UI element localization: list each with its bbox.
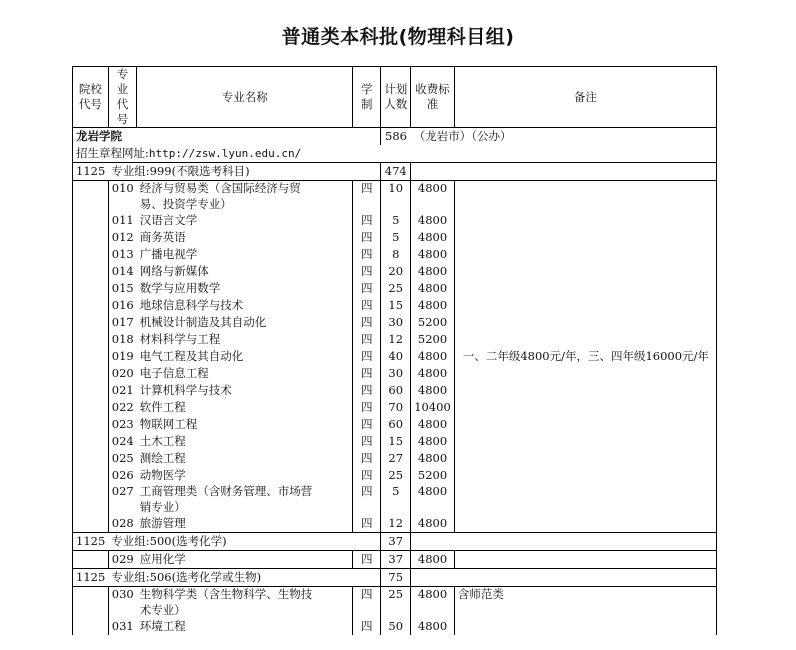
major-length: 四	[353, 416, 381, 433]
major-fee: 4800	[411, 551, 455, 569]
major-fee: 4800	[411, 263, 455, 280]
header-major-code: 专业代号	[108, 67, 136, 128]
major-note: 含师范类	[454, 587, 716, 619]
header-note: 备注	[454, 67, 716, 128]
major-code: 011	[108, 212, 136, 229]
major-plan: 12	[381, 331, 411, 348]
major-code: 015	[108, 280, 136, 297]
major-length: 四	[353, 450, 381, 467]
major-length: 四	[353, 181, 381, 213]
major-fee: 4800	[411, 229, 455, 246]
major-code: 029	[108, 551, 136, 569]
header-plan: 计划人数	[381, 67, 411, 128]
major-code: 027	[108, 484, 136, 515]
group-note: 一、二年级4800元/年，三、四年级16000元/年	[454, 181, 716, 533]
major-code: 012	[108, 229, 136, 246]
group-plan: 75	[381, 569, 411, 587]
major-length: 四	[353, 297, 381, 314]
major-code: 031	[108, 618, 136, 635]
major-name: 物联网工程	[139, 417, 198, 431]
major-fee: 5200	[411, 331, 455, 348]
major-length: 四	[353, 365, 381, 382]
major-code: 030	[108, 587, 136, 619]
major-fee: 4800	[411, 416, 455, 433]
major-plan: 30	[381, 314, 411, 331]
major-length: 四	[353, 433, 381, 450]
major-name: 商务英语	[139, 230, 186, 244]
major-fee: 4800	[411, 280, 455, 297]
college-site-url: http://zsw.lyun.edu.cn/	[148, 147, 302, 160]
major-fee: 4800	[411, 484, 455, 515]
major-fee: 4800	[411, 433, 455, 450]
college-row	[73, 128, 717, 146]
major-name: 测绘工程	[139, 451, 186, 465]
major-length: 四	[353, 399, 381, 416]
major-plan: 30	[381, 365, 411, 382]
major-length: 四	[353, 229, 381, 246]
major-fee: 4800	[411, 212, 455, 229]
major-plan: 5	[381, 229, 411, 246]
major-plan: 60	[381, 416, 411, 433]
group-label: 专业组:500(选考化学)	[108, 533, 380, 551]
college-info: （龙岩市）（公办）	[411, 128, 717, 146]
major-plan: 8	[381, 246, 411, 263]
major-name: 数学与应用数学	[139, 281, 221, 295]
major-name: 环境工程	[139, 619, 186, 633]
major-length: 四	[353, 348, 381, 365]
major-code: 020	[108, 365, 136, 382]
group-row	[73, 533, 717, 551]
group-plan: 474	[381, 163, 411, 181]
major-plan: 5	[381, 484, 411, 515]
major-name: 工商管理类（含财务管理、市场营 销专业）	[139, 484, 313, 514]
header-fee: 收费标准	[411, 67, 455, 128]
major-fee: 5200	[411, 314, 455, 331]
major-row	[73, 181, 717, 213]
major-name: 旅游管理	[139, 516, 186, 530]
major-fee: 4800	[411, 297, 455, 314]
major-code: 013	[108, 246, 136, 263]
major-plan: 25	[381, 467, 411, 484]
major-length: 四	[353, 484, 381, 515]
group-indent	[73, 181, 109, 533]
group-extra	[411, 163, 717, 181]
major-plan: 50	[381, 618, 411, 635]
major-row	[73, 551, 717, 569]
major-code: 023	[108, 416, 136, 433]
major-fee: 4800	[411, 181, 455, 213]
major-fee: 4800	[411, 382, 455, 399]
college-site	[73, 145, 717, 163]
group-extra	[411, 533, 717, 551]
major-plan: 15	[381, 297, 411, 314]
group-plan: 37	[381, 533, 411, 551]
major-note	[454, 618, 716, 635]
group-row	[73, 569, 717, 587]
major-plan: 37	[381, 551, 411, 569]
major-length: 四	[353, 263, 381, 280]
major-length: 四	[353, 618, 381, 635]
group-school-code: 1125	[73, 569, 109, 587]
major-name: 地球信息科学与技术	[139, 298, 244, 312]
group-label: 专业组:999(不限选考科目)	[108, 163, 380, 181]
admission-table	[72, 66, 717, 635]
major-length: 四	[353, 382, 381, 399]
major-row	[73, 587, 717, 619]
major-plan: 10	[381, 181, 411, 213]
major-name: 动物医学	[139, 468, 186, 482]
major-fee: 4800	[411, 246, 455, 263]
major-fee: 4800	[411, 515, 455, 533]
major-code: 021	[108, 382, 136, 399]
college-name: 龙岩学院	[73, 128, 381, 146]
major-fee: 4800	[411, 365, 455, 382]
major-plan: 15	[381, 433, 411, 450]
major-plan: 25	[381, 587, 411, 619]
major-length: 四	[353, 331, 381, 348]
header-length: 学制	[353, 67, 381, 128]
major-length: 四	[353, 314, 381, 331]
header-major-name: 专业名称	[137, 67, 353, 128]
major-name: 生物科学类（含生物科学、生物技 术专业）	[137, 587, 353, 619]
major-name: 软件工程	[139, 400, 186, 414]
major-row	[73, 618, 717, 635]
major-length: 四	[353, 280, 381, 297]
table-header-row	[73, 67, 717, 128]
major-plan: 40	[381, 348, 411, 365]
group-school-code: 1125	[73, 163, 109, 181]
major-name: 网络与新媒体	[139, 264, 209, 278]
major-length: 四	[353, 551, 381, 569]
major-length: 四	[353, 515, 381, 533]
major-code: 028	[108, 515, 136, 533]
page-title: 普通类本科批(物理科目组)	[281, 26, 515, 48]
major-plan: 5	[381, 212, 411, 229]
major-length: 四	[353, 587, 381, 619]
major-plan: 27	[381, 450, 411, 467]
major-code: 019	[108, 348, 136, 365]
major-fee: 4800	[411, 587, 455, 619]
major-length: 四	[353, 467, 381, 484]
major-name: 计算机科学与技术	[139, 383, 232, 397]
major-name: 汉语言文学	[139, 213, 198, 227]
college-site-label: 招生章程网址:	[76, 146, 149, 160]
major-code: 018	[108, 331, 136, 348]
major-length: 四	[353, 212, 381, 229]
group-label: 专业组:506(选考化学或生物)	[108, 569, 380, 587]
major-code: 016	[108, 297, 136, 314]
major-fee: 4800	[411, 450, 455, 467]
header-school-code: 院校代号	[73, 67, 109, 128]
major-code: 024	[108, 433, 136, 450]
major-code: 025	[108, 450, 136, 467]
major-plan: 20	[381, 263, 411, 280]
major-fee: 4800	[411, 618, 455, 635]
major-name: 电气工程及其自动化	[139, 349, 244, 363]
major-note	[454, 551, 716, 569]
major-name: 土木工程	[139, 434, 186, 448]
major-fee: 10400	[411, 399, 455, 416]
college-plan: 586	[381, 128, 411, 146]
major-name: 经济与贸易类（含国际经济与贸 易、投资学专业）	[137, 181, 353, 213]
major-plan: 60	[381, 382, 411, 399]
group-indent	[73, 551, 109, 569]
major-name: 应用化学	[137, 551, 353, 569]
major-fee: 5200	[411, 467, 455, 484]
major-name: 机械设计制造及其自动化	[139, 315, 267, 329]
college-site-row	[73, 145, 717, 163]
major-code: 014	[108, 263, 136, 280]
major-code: 022	[108, 399, 136, 416]
group-row	[73, 163, 717, 181]
major-plan: 12	[381, 515, 411, 533]
group-indent	[73, 587, 109, 636]
major-code: 017	[108, 314, 136, 331]
major-plan: 25	[381, 280, 411, 297]
major-length: 四	[353, 246, 381, 263]
major-name: 材料科学与工程	[139, 332, 221, 346]
major-fee: 4800	[411, 348, 455, 365]
major-code: 010	[108, 181, 136, 213]
major-name: 广播电视学	[139, 247, 198, 261]
major-plan: 70	[381, 399, 411, 416]
group-extra	[411, 569, 717, 587]
major-name: 电子信息工程	[139, 366, 209, 380]
group-school-code: 1125	[73, 533, 109, 551]
major-code: 026	[108, 467, 136, 484]
